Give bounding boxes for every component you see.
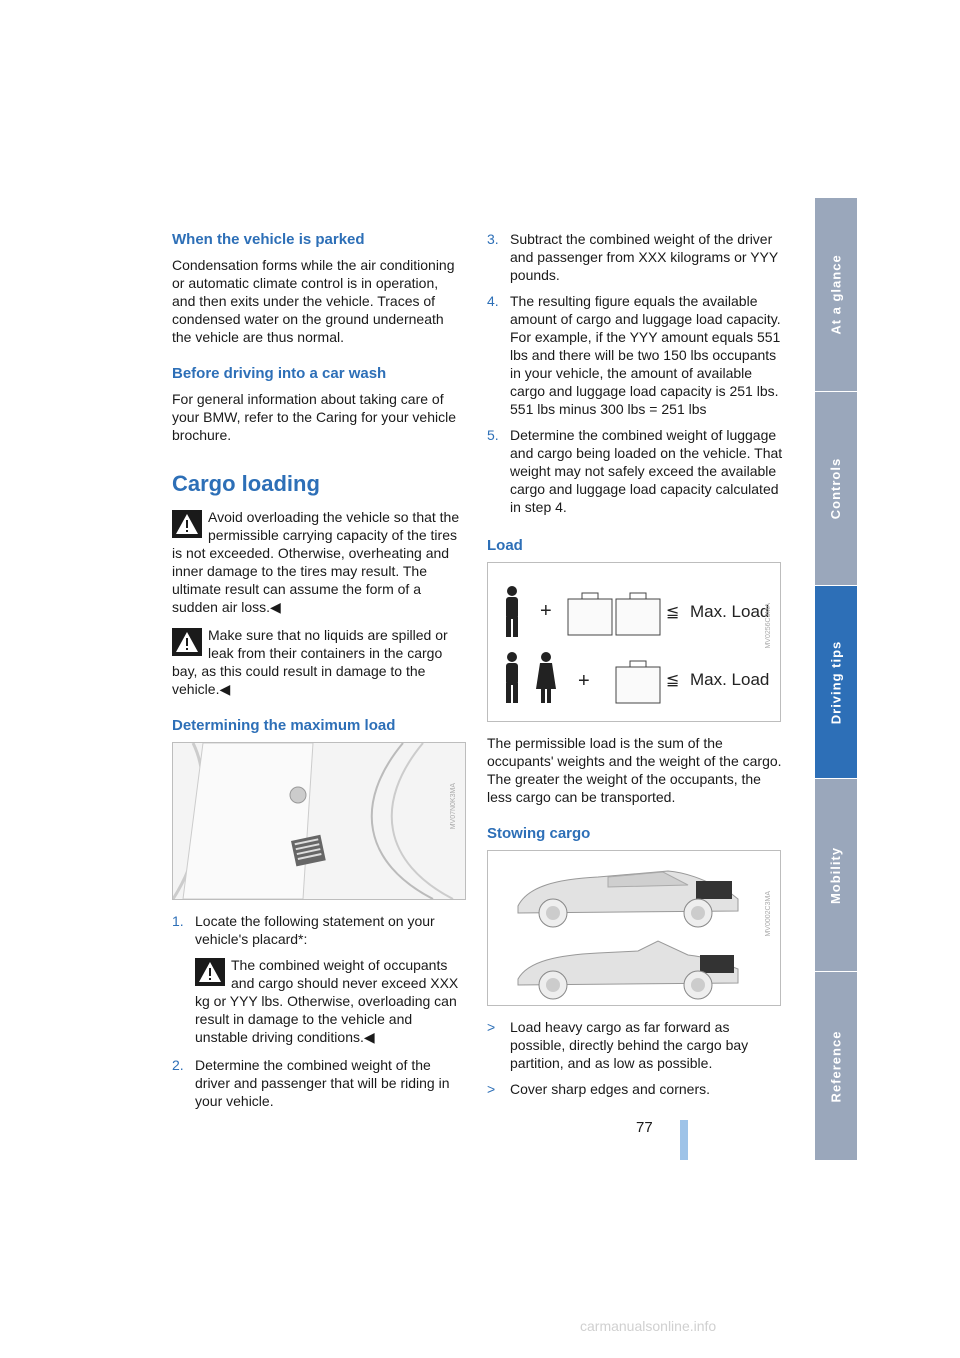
stowing-figure	[487, 850, 781, 1006]
chapter-tabs	[815, 198, 857, 1160]
tab-label: Mobility	[828, 846, 844, 904]
section-cargo	[172, 470, 464, 698]
section-title: Before driving into a car wash	[172, 365, 387, 382]
tab-controls[interactable]	[815, 392, 857, 586]
warning-icon	[195, 958, 225, 986]
list-item	[487, 1018, 783, 1072]
tab-label: Reference	[828, 1030, 844, 1102]
step-text: Determine the combined weight of the driver and passenger that will be riding in your vehicle.	[195, 1057, 450, 1109]
tab-at-a-glance[interactable]	[815, 198, 857, 392]
section-carwash	[172, 364, 464, 444]
list-item	[487, 426, 783, 516]
load-figure	[487, 562, 781, 722]
warning-note	[195, 956, 464, 1046]
tab-label: At a glance	[828, 254, 844, 335]
list-item	[487, 230, 783, 284]
step-list	[172, 912, 464, 1110]
max-load-label: Max. Load	[690, 602, 770, 621]
warning-icon	[172, 510, 202, 538]
list-item	[172, 1056, 464, 1110]
load-diagram	[488, 563, 780, 721]
step-text: Subtract the combined weight of the driver and passenger from XXX kilograms or YYY pounds.	[510, 231, 778, 283]
figure-code: MV0002C3MA	[765, 891, 772, 937]
figure-code: MV0256C3MA	[765, 603, 772, 649]
section-maxload	[172, 716, 464, 1110]
step-list-continued	[487, 230, 783, 516]
section-text: For general information about taking care of your BMW, refer to the Caring for your vehicle brochure.	[172, 391, 456, 443]
svg-text:+: +	[540, 600, 552, 622]
step-number: 5.	[487, 427, 499, 443]
main-heading: Cargo loading	[172, 471, 320, 496]
warning-text: Make sure that no liquids are spilled or leak from their containers in the cargo bay, as this could result in damage to the vehicle.◀	[172, 627, 448, 697]
section-title: When the vehicle is parked	[172, 231, 365, 248]
section-title: Determining the maximum load	[172, 717, 396, 734]
list-item	[487, 1080, 783, 1098]
step-number: 3.	[487, 231, 499, 247]
left-column	[172, 230, 464, 1118]
watermark: carmanualsonline.info	[580, 1318, 717, 1334]
step-text: Locate the following statement on your vehicle's placard*:	[195, 913, 435, 947]
tab-mobility[interactable]	[815, 779, 857, 972]
tab-reference[interactable]	[815, 972, 857, 1160]
section-title: Stowing cargo	[487, 825, 591, 842]
placard-location-figure	[172, 742, 466, 900]
section-title: Load	[487, 537, 523, 554]
section-text: Condensation forms while the air conditioning or automatic climate control is in operation, and then exits under the vehicle. Traces of condensed water on the ground underneath the vehicle are thus normal.	[172, 257, 455, 345]
list-item	[487, 292, 783, 418]
svg-text:≦: ≦	[666, 672, 680, 689]
warning-text: Avoid overloading the vehicle so that the permissible carrying capacity of the tires is not exceeded. Otherwise, overheating and inner damage to the tires may result. The ultimate result can assume the form of a sudden air loss.◀	[172, 509, 460, 615]
section-text: The permissible load is the sum of the occupants' weights and the weight of the cargo. The greater the weight of the occupants, the less cargo can be transported.	[487, 735, 782, 805]
figure-code: MV07N0K3MA	[450, 783, 457, 830]
page-number: 77	[636, 1119, 653, 1136]
car-illustration	[488, 851, 780, 1005]
step-text: Determine the combined weight of luggage and cargo being loaded on the vehicle. That weight may not safely exceed the available cargo and luggage load capacity calculated in step 4.	[510, 427, 783, 515]
svg-text:+: +	[578, 670, 590, 692]
bullet-text: Cover sharp edges and corners.	[510, 1081, 710, 1097]
section-stowing	[487, 824, 783, 1098]
bullet-mark: >	[487, 1019, 496, 1035]
list-item	[172, 912, 464, 1046]
page-marker	[680, 1120, 688, 1160]
bullet-mark: >	[487, 1081, 496, 1097]
max-load-label: Max. Load	[690, 670, 770, 689]
step-number: 2.	[172, 1057, 184, 1073]
warning-note	[172, 508, 464, 616]
step-number: 1.	[172, 913, 184, 929]
tab-driving-tips[interactable]	[815, 586, 857, 779]
svg-text:≦: ≦	[666, 604, 680, 621]
warning-text: The combined weight of occupants and cargo should never exceed XXX kg or YYY lbs. Otherwise, overloading can result in damage to the vehicle and unstable driving conditions.◀	[195, 957, 459, 1045]
tab-label: Controls	[828, 457, 844, 520]
step-text: The resulting figure equals the available amount of cargo and luggage load capacity. For example, if the YYY amount equals 551 lbs and there will be two 150 lbs occupants in your vehicle, the amount of available cargo and luggage load capacity is 251 lbs. 551 lbs minus 300 lbs = 251 lbs	[510, 293, 781, 417]
section-load	[487, 536, 783, 806]
step-number: 4.	[487, 293, 499, 309]
tab-label: Driving tips	[828, 640, 844, 724]
warning-icon	[172, 628, 202, 656]
right-column	[487, 230, 783, 1106]
bullet-text: Load heavy cargo as far forward as possible, directly behind the cargo bay partition, and as low as possible.	[510, 1019, 749, 1071]
warning-note	[172, 626, 464, 698]
section-parked	[172, 230, 464, 346]
